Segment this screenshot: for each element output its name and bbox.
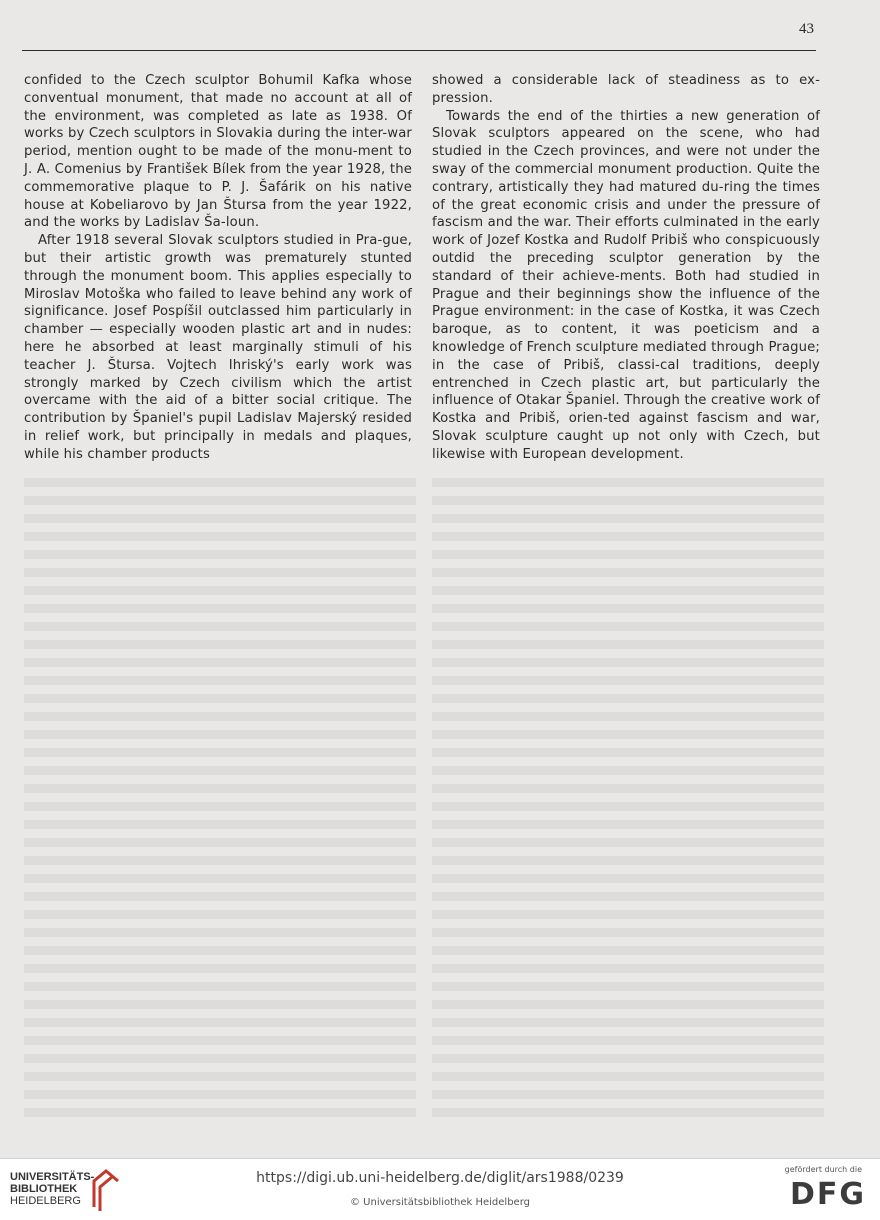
paragraph: After 1918 several Slovak sculptors studied in Pra-gue, but their artistic growth was prematurely stunted through the monument boom. This applies especially to Miroslav Motoška who failed to leave behind any work of significance. Josef Pospíšil outclassed him particularly in chamber — especially wooden plastic art and in nudes: here he absorbed at least marginally stimuli of his teacher J. Štursa. Vojtech Ihriský's early work was strongly marked by Czech civilism which the artist overcame with the aid of a bitter social critique. The contribution by Španiel's pupil Ladislav Majerský resided in relief work, but principally in medals and plaques, while his chamber products [24, 233, 412, 462]
paragraph: Towards the end of the thirties a new generation of Slovak sculptors appeared on the scene, who had studied in the Czech provinces, and were not under the sway of the commercial monument production. Quite the contrary, artistically they had matured du-ring the times of the great economic crisis and under the pressure of fascism and the war. Their efforts culminated in the early work of Jozef Kostka and Rudolf Pribiš who conspicuously outdid the preceding sculptor generation by the standard of their achieve-ments. Both had studied in Prague and their beginnings show the influence of the Prague environment: in the case of Kostka, it was Czech baroque, as to content, it was poeticism and a knowledge of French sculpture mediated through Prague; in the case of Pribiš, classi-cal traditions, deeply entrenched in Czech plastic art, but particularly the influence of Otakar Španiel. Through the creative work of Kostka and Pribiš, orien-ted against fascism and war, Slovak sculpture caught up not only with Czech, but likewise with European development. [432, 108, 820, 462]
show-through-right [432, 478, 824, 1118]
viewer-footer [0, 1158, 880, 1220]
library-name-line: BIBLIOTHEK [10, 1183, 78, 1195]
dfg-logo[interactable]: DFG [789, 1177, 866, 1212]
library-name-line: UNIVERSITÄTS- [10, 1171, 95, 1183]
show-through-left [24, 478, 416, 1118]
page-number: 43 [799, 21, 814, 37]
copyright-notice: © Universitätsbibliothek Heidelberg [349, 1197, 530, 1208]
header-rule [22, 50, 816, 51]
permalink-url[interactable]: https://digi.ub.uni-heidelberg.de/diglit/ars1988/0239 [256, 1170, 624, 1186]
paragraph: showed a considerable lack of steadiness as to ex-pression. [432, 73, 820, 106]
library-name-line: HEIDELBERG [10, 1195, 81, 1207]
paragraph: confided to the Czech sculptor Bohumil Kafka whose conventual monument, that made no account at all of the environment, was completed as late as 1938. Of works by Czech sculptors in Slovakia during the inter-war period, mention ought to be made of the monu-ment to J. A. Comenius by František Bílek from the year 1928, the commemorative plaque to P. J. Šafárik on his native house at Kobeliarovo by Jan Štursa from the year 1922, and the works by Ladislav Ša-loun. [24, 73, 412, 231]
funding-note: gefördert durch die [784, 1165, 862, 1174]
right-text-column [432, 72, 820, 464]
left-text-column [24, 72, 412, 464]
